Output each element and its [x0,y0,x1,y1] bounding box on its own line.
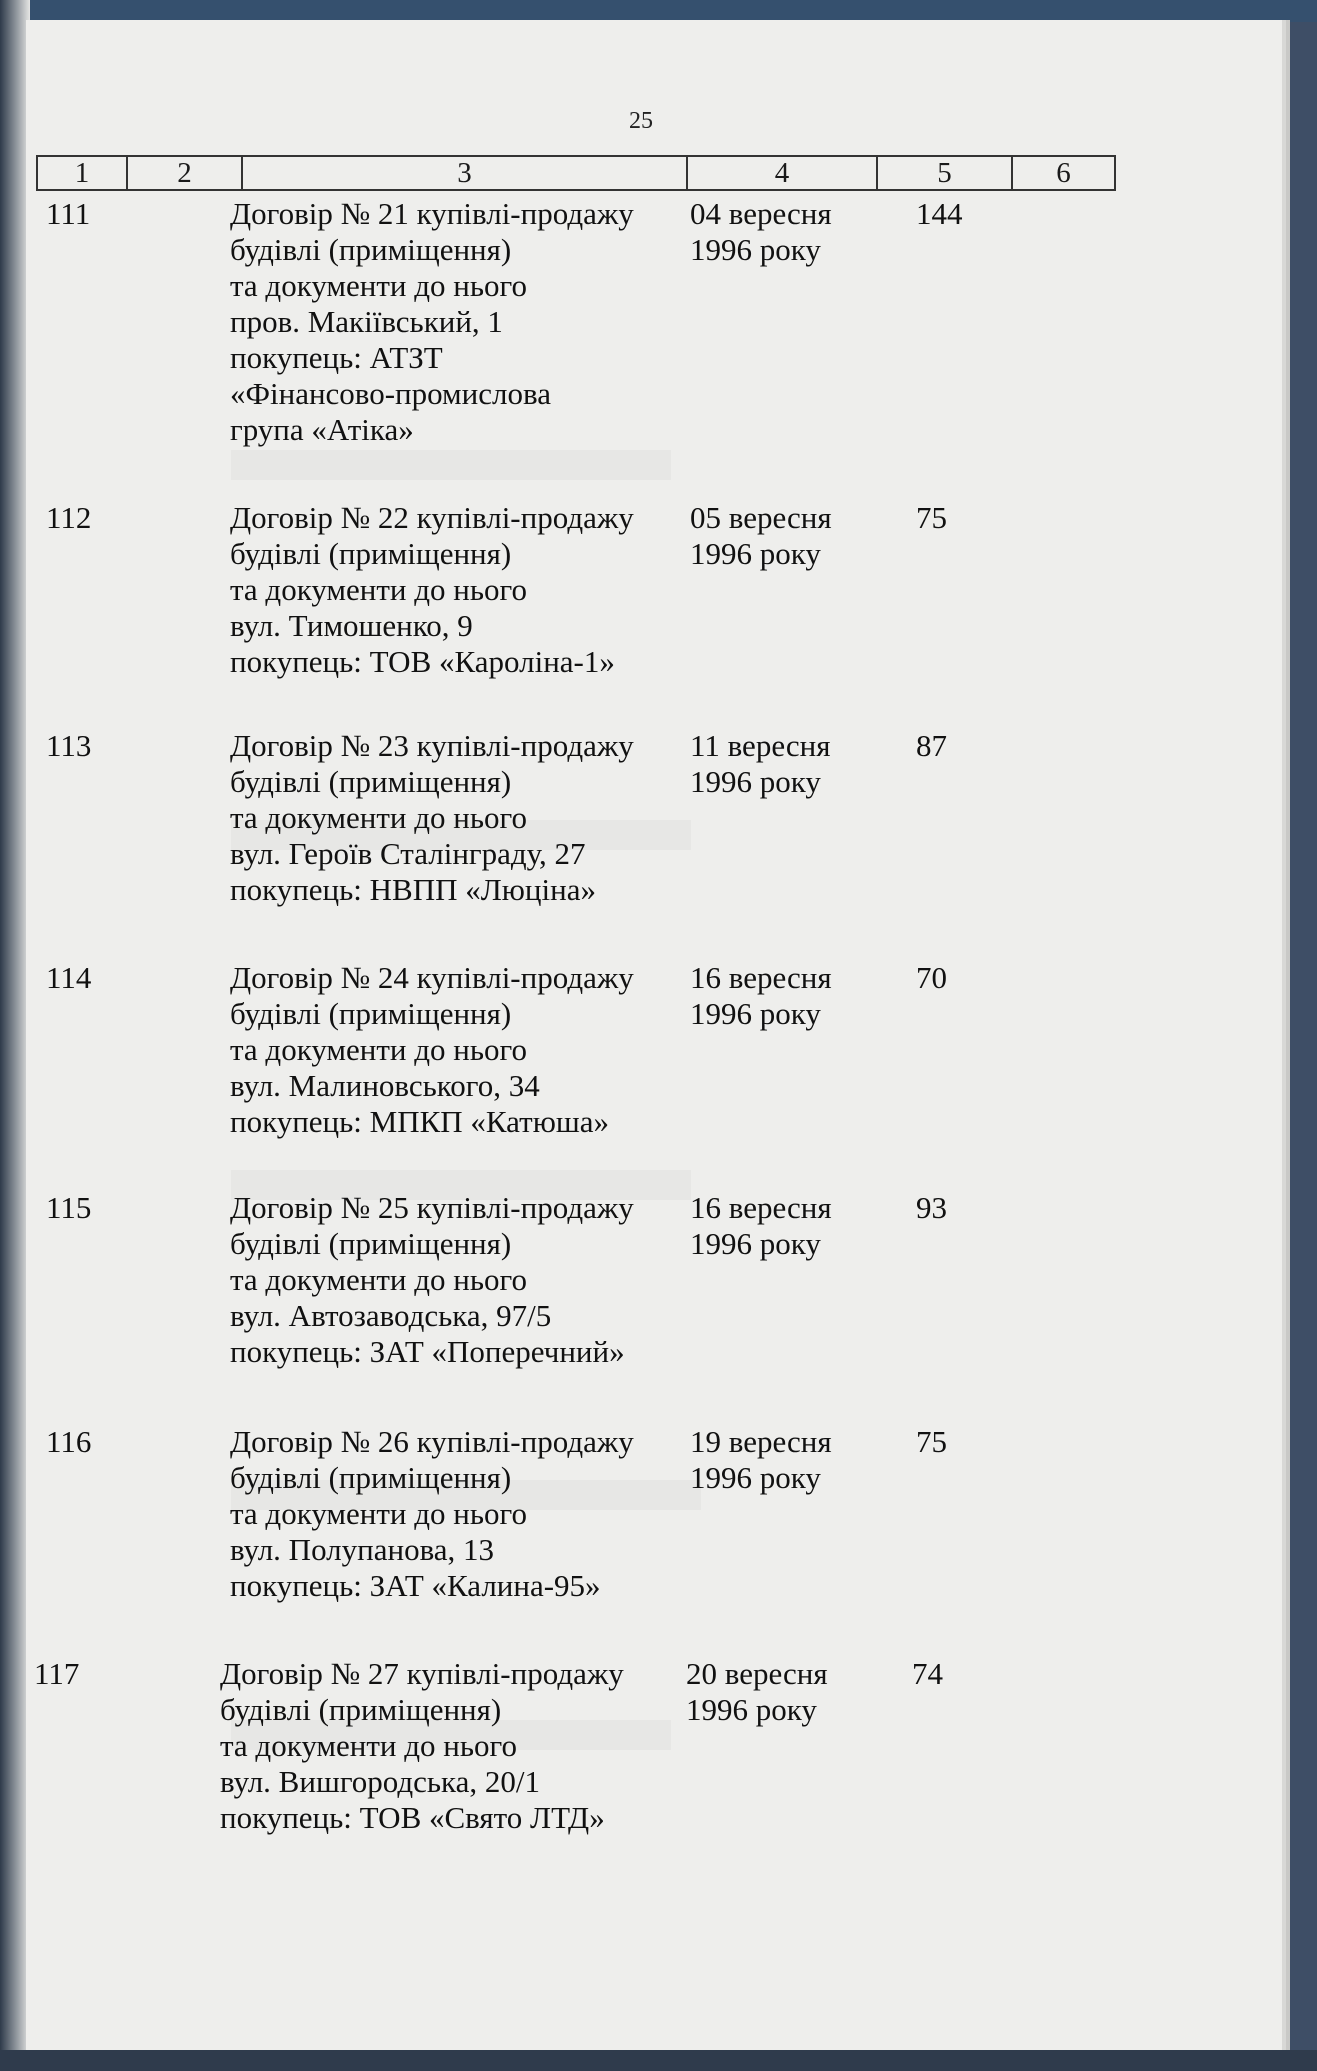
column-header: 3 [241,155,686,191]
record-date: 20 вересня 1996 року [686,1656,828,1727]
column-header: 6 [1011,155,1116,191]
record-page-count: 93 [916,1190,947,1225]
record-date: 16 вересня 1996 року [690,960,832,1031]
record-description: Договір № 22 купівлі-продажу будівлі (приміщення) та документи до нього вул. Тимошенко, 9 покупець: ТОВ «Кароліна-1» [230,500,634,679]
record-description: Договір № 24 купівлі-продажу будівлі (приміщення) та документи до нього вул. Малиновського, 34 покупець: МПКП «Катюша» [230,960,634,1139]
record-date: 11 вересня 1996 року [690,728,831,799]
row-number: 116 [46,1424,92,1459]
bleed-through-mark [231,450,671,480]
column-header: 4 [686,155,876,191]
scan-bottom-edge [0,2050,1317,2071]
column-header: 1 [36,155,126,191]
record-date: 05 вересня 1996 року [690,500,832,571]
row-number: 114 [46,960,92,995]
record-page-count: 75 [916,1424,947,1459]
scan-top-edge [0,0,1317,22]
record-description: Договір № 21 купівлі-продажу будівлі (приміщення) та документи до нього пров. Макіївський, 1 покупець: АТЗТ «Фінансово-промислова група «Атіка» [230,196,634,447]
record-date: 16 вересня 1996 року [690,1190,832,1261]
record-page-count: 74 [912,1656,943,1691]
row-number: 117 [34,1656,80,1691]
record-page-count: 87 [916,728,947,763]
record-page-count: 75 [916,500,947,535]
record-date: 04 вересня 1996 року [690,196,832,267]
record-page-count: 144 [916,196,963,231]
column-header: 5 [876,155,1011,191]
record-description: Договір № 26 купівлі-продажу будівлі (приміщення) та документи до нього вул. Полупанова, 13 покупець: ЗАТ «Калина-95» [230,1424,634,1603]
record-description: Договір № 25 купівлі-продажу будівлі (приміщення) та документи до нього вул. Автозаводська, 97/5 покупець: ЗАТ «Поперечний» [230,1190,634,1369]
row-number: 113 [46,728,92,763]
page-number: 25 [629,108,653,134]
record-description: Договір № 23 купівлі-продажу будівлі (приміщення) та документи до нього вул. Героїв Сталінграду, 27 покупець: НВПП «Люціна» [230,728,634,907]
row-number: 115 [46,1190,92,1225]
row-number: 111 [46,196,91,231]
row-number: 112 [46,500,92,535]
record-description: Договір № 27 купівлі-продажу будівлі (приміщення) та документи до нього вул. Вишгородська, 20/1 покупець: ТОВ «Свято ЛТД» [220,1656,624,1835]
column-header: 2 [126,155,241,191]
document-page [26,20,1282,2050]
record-date: 19 вересня 1996 року [690,1424,832,1495]
record-page-count: 70 [916,960,947,995]
